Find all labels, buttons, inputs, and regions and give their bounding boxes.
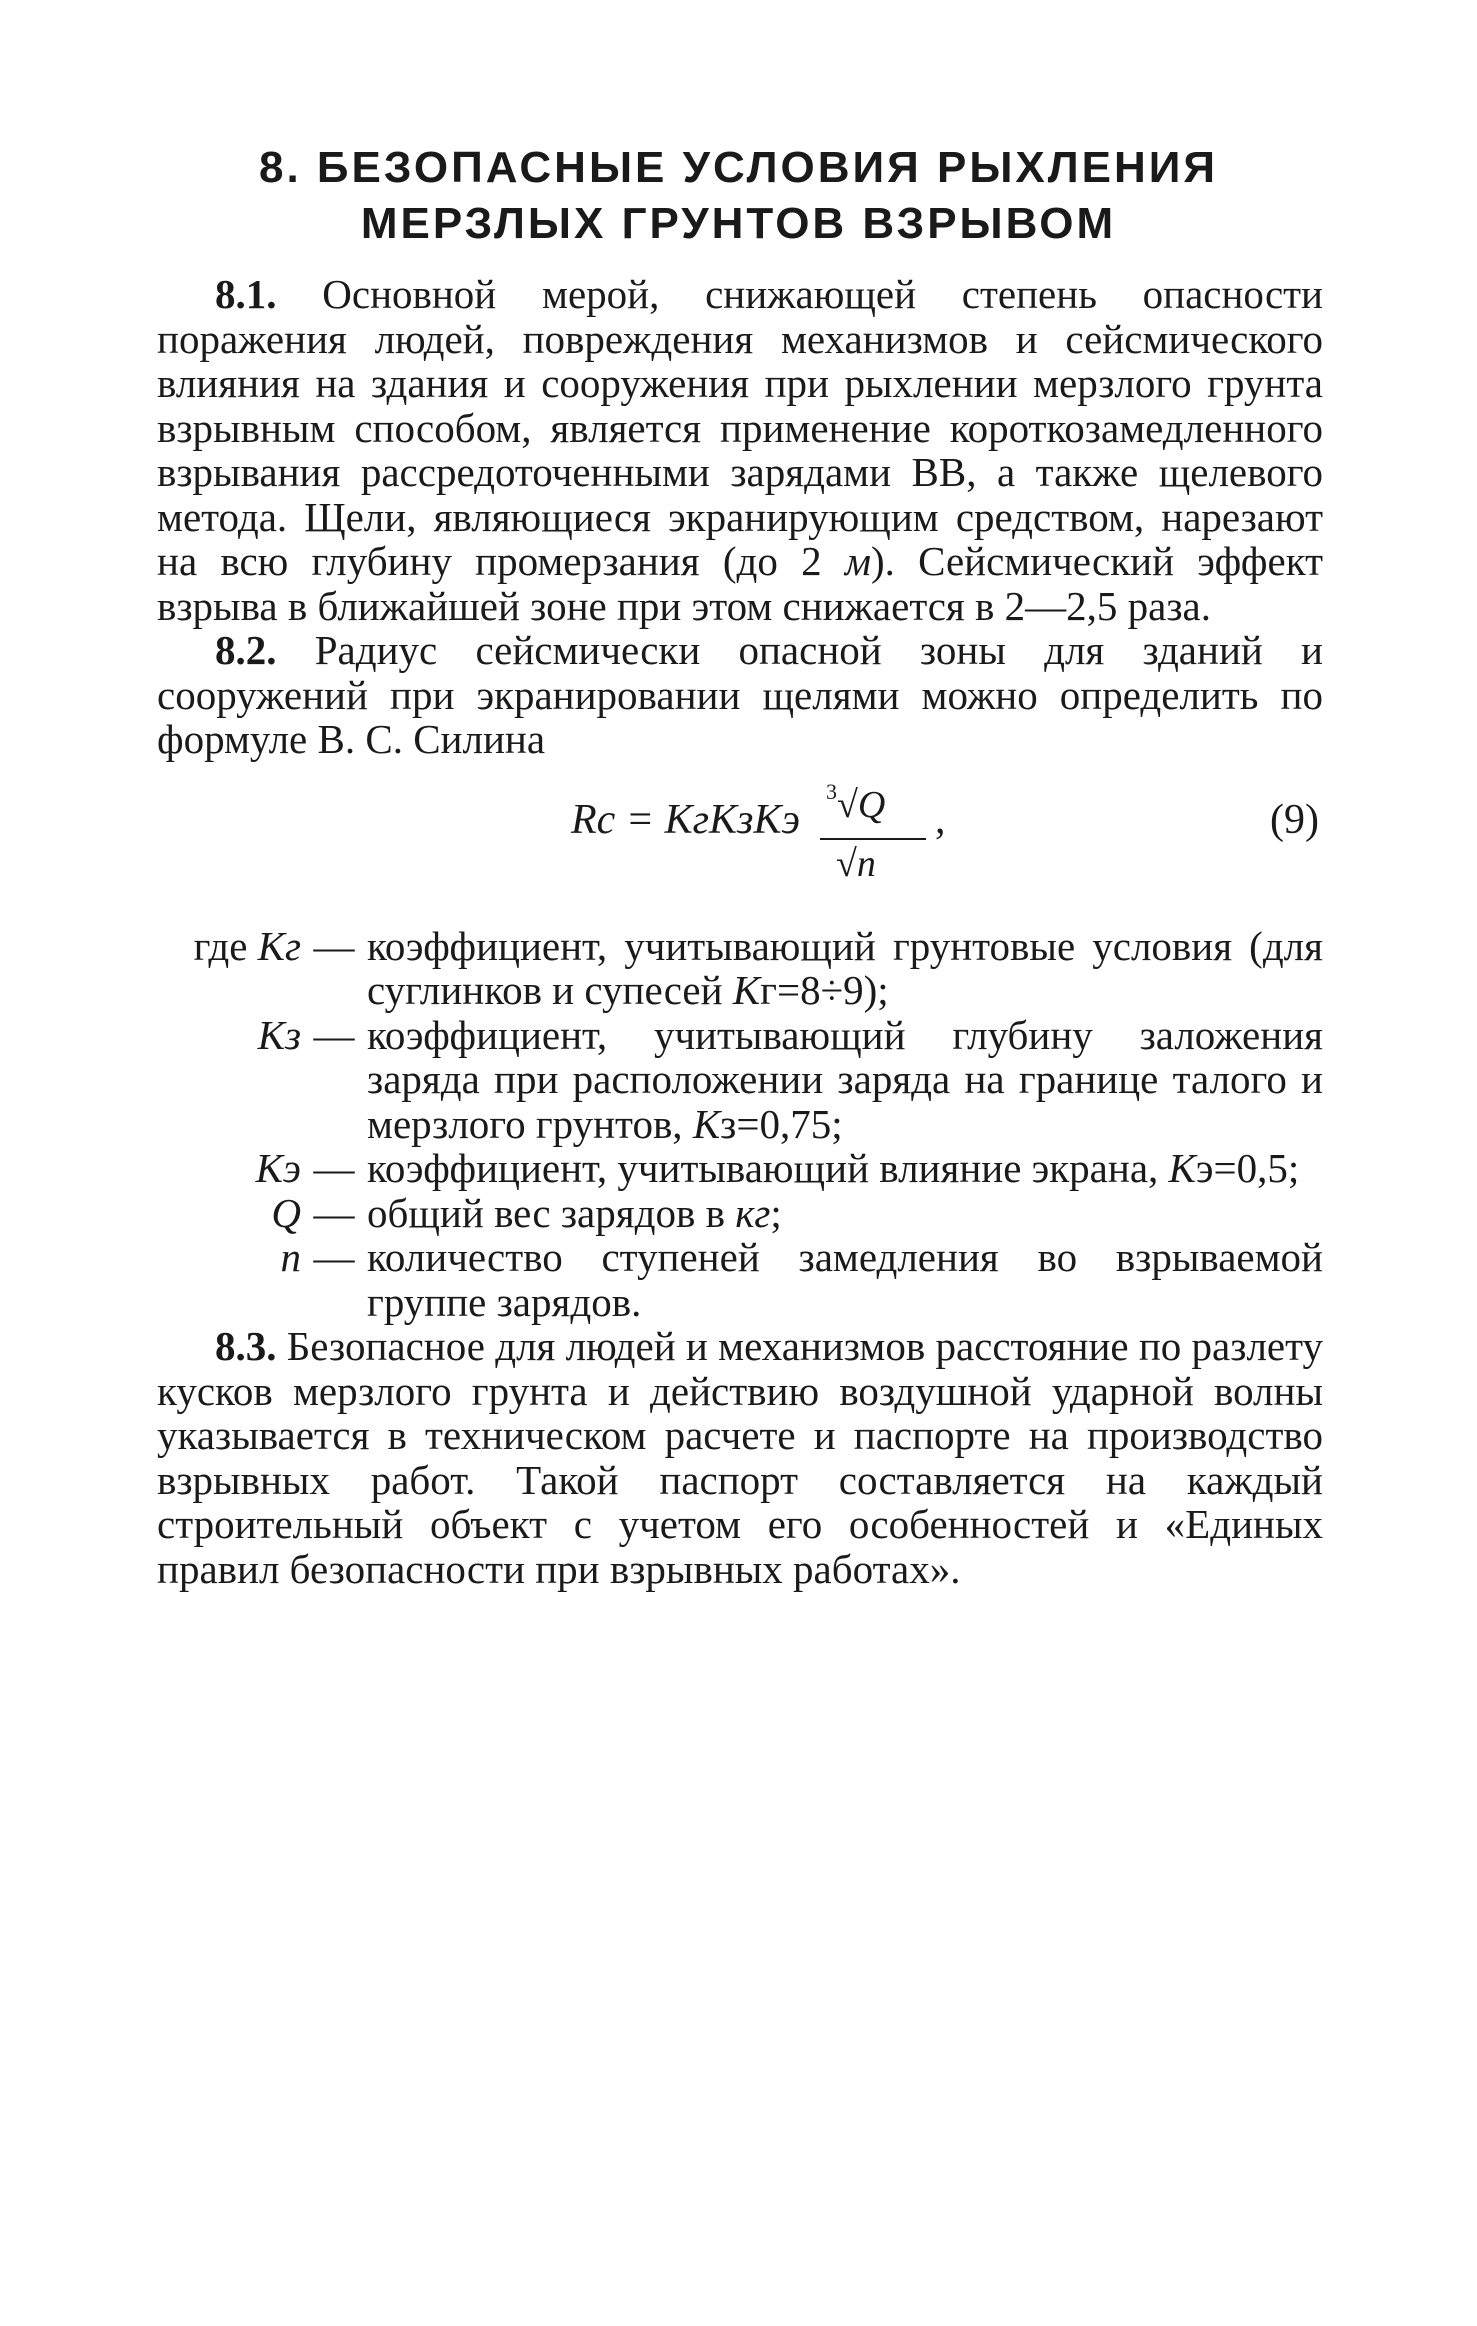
section-title-line2: МЕРЗЛЫХ ГРУНТОВ ВЗРЫВОМ	[360, 199, 1117, 248]
paragraph-text: Безопасное для людей и механизмов расстояние по разлету кусков мерзлого грунта и действию воздушной ударной волны указывается в техническом расчете и паспорте на производство взрывных работ. Такой паспорт составляется на каждый строительный объект с учетом его особенностей и «Единых правил безопасности при взрывных работах».	[157, 1323, 1323, 1592]
numerator-text: √Q	[837, 783, 886, 826]
definition-symbol: Kг	[257, 922, 301, 969]
paragraph-text-end: ). Сейсмический эффект взрыва в ближайшей зоне при этом снижается в 2—2,5 раза.	[157, 538, 1323, 629]
definition-dash: —	[313, 922, 355, 969]
formula-lhs	[571, 798, 800, 843]
equation-number: (9)	[1270, 796, 1319, 843]
definition-dash: —	[313, 1145, 355, 1191]
root-index: 3	[826, 778, 837, 804]
fraction-bar	[820, 838, 926, 840]
definition-symbol: Q	[271, 1189, 301, 1236]
formula-numerator	[826, 770, 885, 828]
formula-fraction	[820, 766, 930, 918]
definition-text: общий вес зарядов в кг;	[367, 1189, 782, 1236]
paragraph-number: 8.2.	[215, 627, 277, 673]
formula-comma: ,	[935, 796, 946, 843]
paragraph-8-3	[157, 1324, 1323, 1591]
formula-9	[157, 766, 1323, 918]
definitions-list	[157, 924, 1323, 1325]
unit-text: м	[844, 538, 871, 584]
definition-symbol: n	[280, 1234, 301, 1280]
definition-text: коэффициент, учитывающий влияние экрана, Kэ=0,5;	[367, 1145, 1300, 1191]
definition-text: коэффициент, учитывающий грунтовые условия (для суглинков и супесей Kг=8÷9);	[367, 922, 1323, 1013]
definition-dash: —	[313, 1234, 355, 1280]
paragraph-8-2	[157, 628, 1323, 762]
definition-item	[157, 1013, 1323, 1147]
formula-lhs-text: Rс = KгKзKэ	[571, 796, 800, 843]
definition-item	[157, 1191, 1323, 1236]
paragraph-text: Основной мерой, снижающей степень опасности поражения людей, повреждения механизмов и сейсмического влияния на здания и сооружения при рыхлении мерзлого грунта взрывным способом, является применение короткозамедленного взрывания рассредоточенными зарядами ВВ, а также щелевого метода. Щели, являющиеся экранирующим средством, нарезают на всю глубину промерзания (до 2	[157, 271, 1323, 584]
definition-item	[157, 1235, 1323, 1324]
definition-symbol: Kз	[257, 1011, 301, 1058]
definition-item	[157, 924, 1323, 1013]
definition-dash: —	[313, 1189, 355, 1236]
section-title-line1: 8. БЕЗОПАСНЫЕ УСЛОВИЯ РЫХЛЕНИЯ	[258, 143, 1219, 192]
paragraph-text: Радиус сейсмически опасной зоны для зданий и сооружений при экранировании щелями можно определить по формуле В. С. Силина	[157, 627, 1323, 762]
definition-text: коэффициент, учитывающий глубину заложения заряда при расположении заряда на границе талого и мерзлого грунтов, Kз=0,75;	[367, 1011, 1323, 1147]
paragraph-8-1	[157, 272, 1323, 628]
definition-text: количество ступеней замедления во взрываемой группе зарядов.	[367, 1234, 1323, 1325]
paragraph-number: 8.1.	[215, 271, 277, 317]
definition-item	[157, 1146, 1323, 1191]
definition-symbol: Kэ	[255, 1145, 301, 1191]
document-body	[157, 272, 1323, 1591]
where-word: где	[193, 922, 258, 969]
definition-dash: —	[313, 1011, 355, 1058]
paragraph-number: 8.3.	[215, 1323, 277, 1369]
formula-denominator: √n	[836, 842, 876, 885]
